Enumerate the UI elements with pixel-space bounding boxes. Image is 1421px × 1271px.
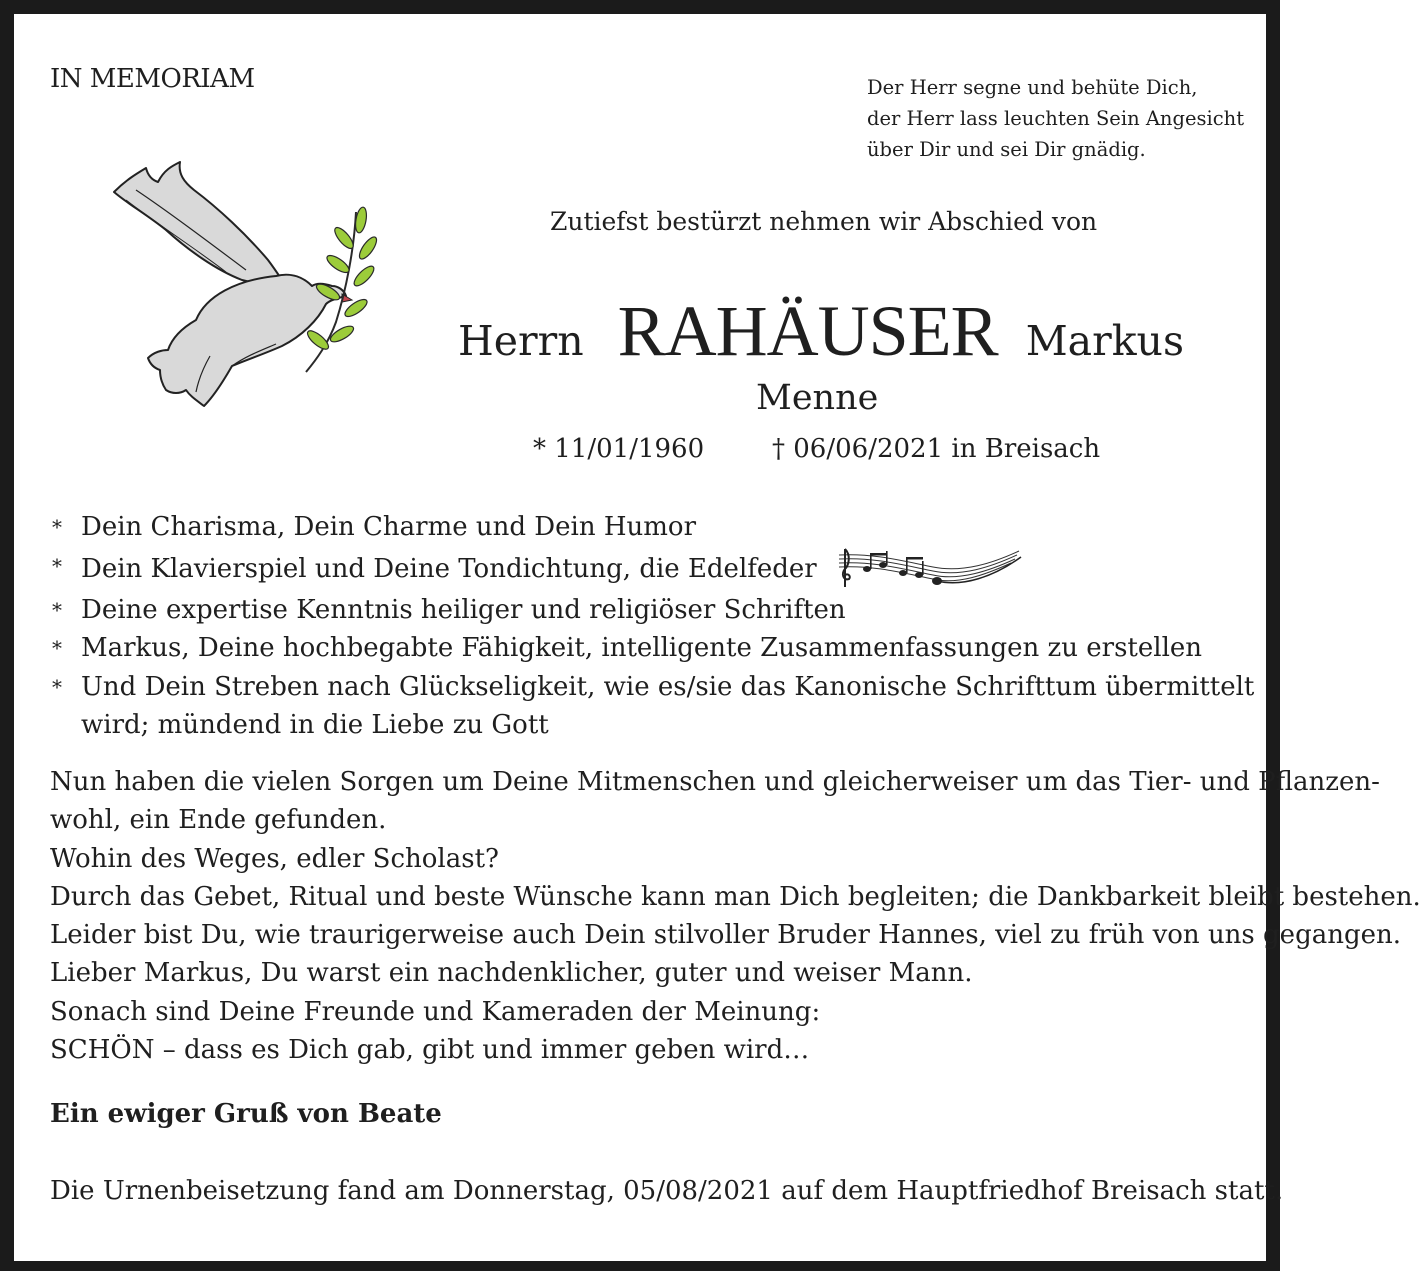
list-item: [50, 547, 1254, 591]
list-item-text: Deine expertise Kenntnis heiliger und religiöser Schriften: [81, 594, 846, 625]
farewell-intro: Zutiefst bestürzt nehmen wir Abschied von: [550, 207, 1098, 236]
list-item-continuation: [50, 706, 1254, 745]
music-notes-quill-icon: [833, 547, 1023, 591]
bullet-star: *: [52, 553, 62, 578]
list-item: [50, 629, 1254, 668]
eulogy-line: SCHÖN – dass es Dich gab, gibt und immer geben wird…: [50, 1035, 810, 1066]
eulogy-line: Durch das Gebet, Ritual und beste Wünsche kann man Dich begleiten; die Dankbarkeit bleibt bestehen.: [50, 881, 1421, 912]
blessing-line: über Dir und sei Dir gnädig.: [867, 138, 1146, 161]
list-item-text: Dein Charisma, Dein Charme und Dein Humor: [81, 512, 697, 542]
list-item: [50, 668, 1254, 707]
closing-greeting: Ein ewiger Gruß von Beate: [50, 1099, 442, 1129]
bullet-star: *: [52, 674, 62, 699]
list-item-text: Markus, Deine hochbegabte Fähigkeit, intelligente Zusammenfassungen zu erstellen: [81, 633, 1203, 663]
blessing-line: der Herr lass leuchten Sein Angesicht: [867, 107, 1245, 130]
list-item-text: Dein Klavierspiel und Deine Tondichtung, die Edelfeder: [81, 553, 817, 584]
burial-notice: Die Urnenbeisetzung fand am Donnerstag, 05/08/2021 auf dem Hauptfriedhof Breisach statt.: [50, 1176, 1284, 1206]
page-title: IN MEMORIAM: [50, 64, 255, 94]
list-item-text: wird; mündend in die Liebe zu Gott: [81, 710, 549, 740]
eulogy-line: wohl, ein Ende gefunden.: [50, 805, 387, 836]
eulogy-line: Sonach sind Deine Freunde und Kameraden der Meinung:: [50, 996, 821, 1027]
blessing-verse: [867, 72, 1244, 165]
blessing-line: Der Herr segne und behüte Dich,: [867, 76, 1198, 99]
surname: RAHÄUSER: [617, 291, 998, 371]
birth-date: * 11/01/1960: [533, 434, 705, 464]
bullet-star: *: [52, 597, 62, 622]
eulogy-line: Wohin des Weges, edler Scholast?: [50, 843, 499, 874]
qualities-list: [50, 508, 1254, 745]
dove-with-olive-branch-icon: [106, 160, 396, 410]
nickname: Menne: [756, 378, 879, 418]
first-name: Markus: [1025, 317, 1185, 365]
list-item: [50, 508, 1254, 547]
eulogy-text: [50, 763, 1421, 1069]
eulogy-line: Leider bist Du, wie traurigerweise auch Dein stilvoller Bruder Hannes, viel zu früh von uns gegangen.: [50, 920, 1401, 951]
list-item: [50, 591, 1254, 630]
deceased-name: [458, 290, 1184, 373]
death-date: † 06/06/2021 in Breisach: [772, 434, 1101, 464]
list-item-text: Und Dein Streben nach Glückseligkeit, wie es/sie das Kanonische Schrifttum übermittelt: [81, 671, 1255, 702]
honorific: Herrn: [458, 317, 584, 365]
bullet-star: *: [52, 636, 62, 660]
bullet-star: *: [52, 515, 62, 539]
eulogy-line: Nun haben die vielen Sorgen um Deine Mitmenschen und gleicherweiser um das Tier- und Pflanzen-: [50, 767, 1380, 797]
eulogy-line: Lieber Markus, Du warst ein nachdenklicher, guter und weiser Mann.: [50, 958, 973, 989]
